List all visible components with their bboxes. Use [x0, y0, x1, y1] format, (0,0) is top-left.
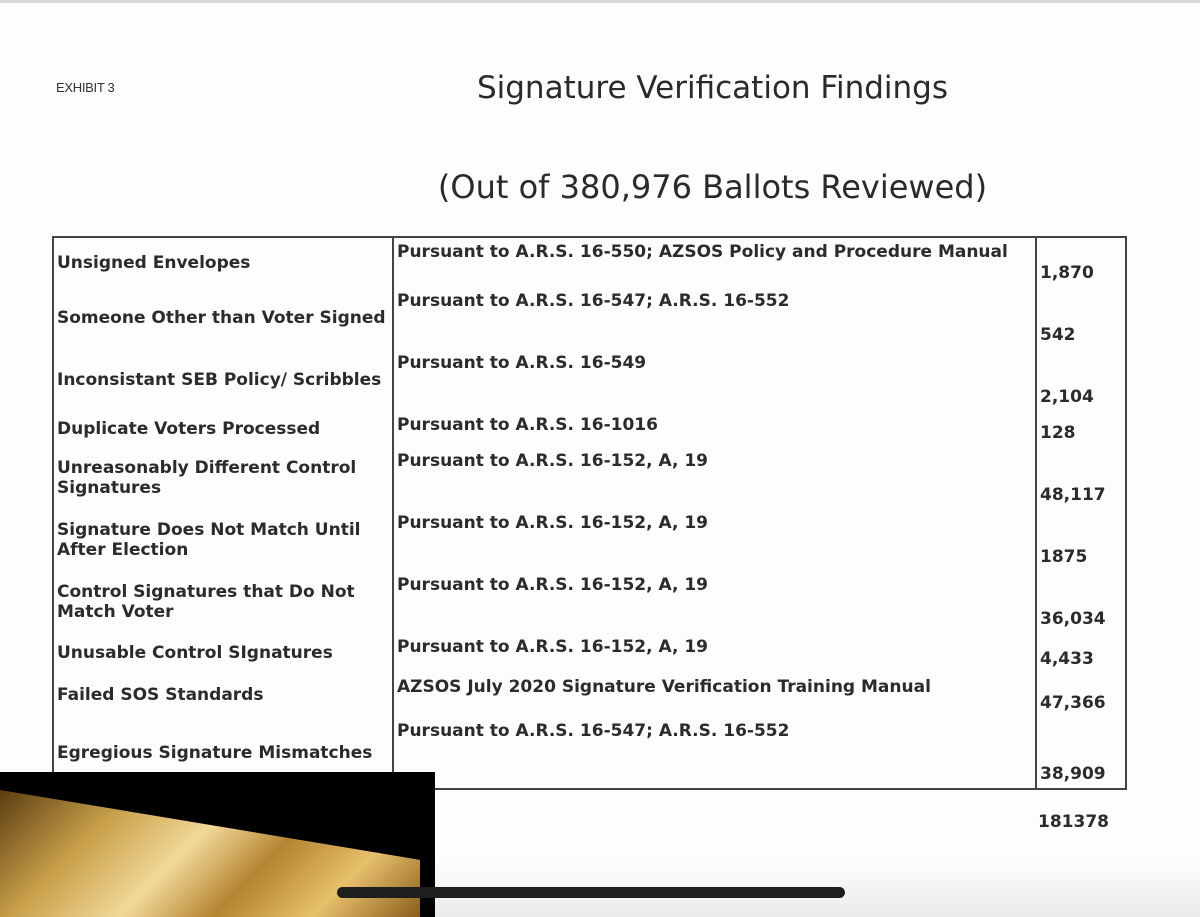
category-cell: Signature Does Not Match Until After Election [53, 509, 393, 571]
category-cell: Failed SOS Standards [53, 673, 393, 717]
basis-cell: Pursuant to A.R.S. 16-152, A, 19 [393, 633, 1036, 673]
findings-table [52, 236, 1127, 790]
category-cell: Control Signatures that Do Not Match Voter [53, 571, 393, 633]
category-cell: Someone Other than Voter Signed [53, 287, 393, 349]
home-indicator-bar[interactable] [337, 887, 845, 898]
count-cell: 36,034 [1036, 571, 1126, 633]
basis-cell: Pursuant to A.R.S. 16-152, A, 19 [393, 447, 1036, 509]
category-cell: Unsigned Envelopes [53, 237, 393, 287]
basis-cell: Pursuant to A.R.S. 16-152, A, 19 [393, 509, 1036, 571]
table-row [53, 287, 1126, 349]
table-row [53, 633, 1126, 673]
category-cell: Unusable Control SIgnatures [53, 633, 393, 673]
basis-cell: Pursuant to A.R.S. 16-152, A, 19 [393, 571, 1036, 633]
count-cell: 4,433 [1036, 633, 1126, 673]
basis-cell: Pursuant to A.R.S. 16-550; AZSOS Policy and Procedure Manual [393, 237, 1036, 287]
top-rule [0, 0, 1200, 3]
basis-cell: Pursuant to A.R.S. 16-1016 [393, 411, 1036, 447]
category-cell: Inconsistant SEB Policy/ Scribbles [53, 349, 393, 411]
total-value: 181378 [1038, 812, 1109, 832]
basis-cell: AZSOS July 2020 Signature Verification Training Manual [393, 673, 1036, 717]
table-row [53, 571, 1126, 633]
count-cell: 1,870 [1036, 237, 1126, 287]
count-cell: 47,366 [1036, 673, 1126, 717]
table-row [53, 349, 1126, 411]
count-cell: 128 [1036, 411, 1126, 447]
count-cell: 38,909 [1036, 717, 1126, 789]
table-row [53, 447, 1126, 509]
basis-cell: Pursuant to A.R.S. 16-549 [393, 349, 1036, 411]
count-cell: 542 [1036, 287, 1126, 349]
category-cell: Egregious Signature Mismatches [53, 717, 393, 789]
table-row [53, 411, 1126, 447]
count-cell: 48,117 [1036, 447, 1126, 509]
table-row [53, 237, 1126, 287]
count-cell: 2,104 [1036, 349, 1126, 411]
basis-cell: Pursuant to A.R.S. 16-547; A.R.S. 16-552 [393, 287, 1036, 349]
page-title: Signature Verification Findings [476, 70, 949, 106]
category-cell: Unreasonably Different Control Signatures [53, 447, 393, 509]
count-cell: 1875 [1036, 509, 1126, 571]
page-subtitle: (Out of 380,976 Ballots Reviewed) [437, 168, 988, 206]
category-cell: Duplicate Voters Processed [53, 411, 393, 447]
table-row [53, 673, 1126, 717]
table-row [53, 509, 1126, 571]
basis-cell: Pursuant to A.R.S. 16-547; A.R.S. 16-552 [393, 717, 1036, 789]
exhibit-label: EXHIBIT 3 [56, 80, 115, 95]
